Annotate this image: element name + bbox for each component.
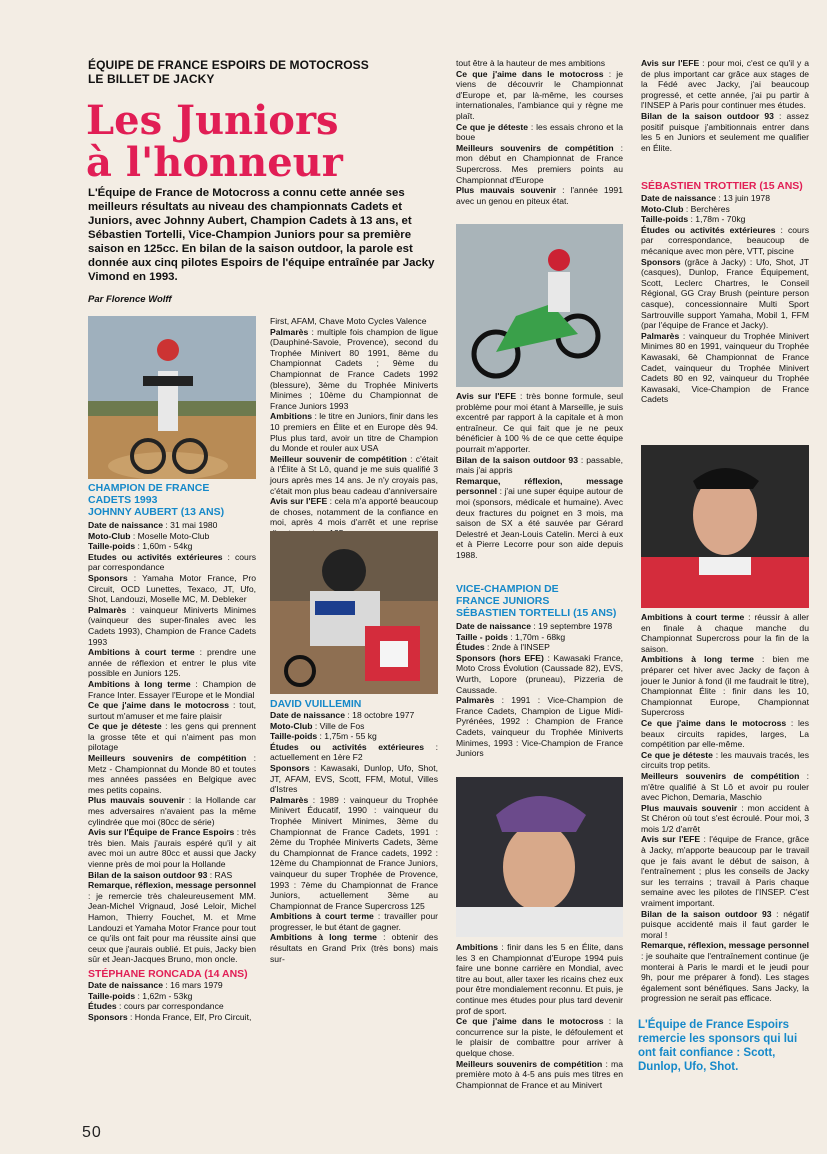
paragraph — [456, 653, 623, 695]
paragraph — [456, 185, 623, 206]
photo-vuillemin-jump — [456, 224, 623, 387]
paragraph-text: : 1,78m - 70kg — [688, 214, 746, 225]
paragraph-label: Palmarès — [456, 695, 495, 706]
paragraph-label: Ce que j'aime dans le motocross — [456, 68, 604, 79]
paragraph-label: Avis sur l'EFE — [270, 496, 328, 507]
paragraph-text: : le titre en Juniors, finir dans les 10 premiers en Élite et en Europe dès 94. Plus plus tard, avoir un titre de Champion du Monde et rouler aux USA — [270, 411, 438, 454]
kicker-line-2: LE BILLET DE JACKY — [88, 72, 215, 86]
paragraph-text: : 1,75m - 55 kg — [317, 731, 377, 742]
paragraph-label: Ce que je déteste — [641, 749, 713, 760]
paragraph-text: : c'était à l'Élite à St Lô, quand je me suis qualifié 3 jours après mes 14 ans. Je n'y croyais pas, c'était mon plus beau cadeau d'anniversaire — [270, 453, 438, 496]
paragraph-text: (grâce à Jacky) : Ufo, Shot, JT (casques), Dunlop, France Équipement, Scott, Leclerc Chartres, le Conseil Régional, GG Cray Brush (peinture person casque), concessionnaire Multi Sport Sartrouville support Yamaha, Mobil 1, FFM (par l'équipe de France et Jacky). — [641, 256, 809, 331]
paragraph-text: : Kawasaki, Dunlop, Ufo, Shot, JT, AFAM, EVS, Scott, FFM, Motul, Villes d'Istres — [270, 762, 438, 795]
paragraph-text: : Honda France, Elf, Pro Circuit, — [127, 1011, 252, 1022]
paragraph-label: Palmarès — [270, 794, 309, 805]
paragraph — [88, 1012, 256, 1023]
paragraph — [456, 1059, 623, 1091]
paragraph-label: Ambitions — [270, 411, 313, 422]
paragraph-text: : je remercie très chaleureusement MM. Jean-Michel Vrignaud, José Leloir, Michel Hamon, Thierry Fouchet, M. et Mme Landouzi et Yamaha Motor France pour tout ce qu'ils ont fait pour ma réussite ainsi que ceux que j'aurais oublié. Et puis, Jacky bien sûr et Jean-Jacques Bruno, mon oncle. — [88, 890, 256, 965]
paragraph-text: : finir dans les 5 en Élite, dans les 3 en Championnat d'Europe 1994 puis faire une bonne carrière en Mondial, avec titre au bout, aller taxer les ricains chez eux pour être mondialement reconnu. Et puis, je continue mes études pour plus tard devenir prof de sport. — [456, 942, 623, 1016]
paragraph-text: : les gens qui prennent la grosse tête et qui n'aiment pas mon pilotage — [88, 721, 257, 753]
paragraph-text: : 13 juin 1978 — [716, 193, 770, 203]
paragraph-text: : passable, mais j'ai appris — [456, 454, 623, 476]
photo-tortelli-portrait — [456, 777, 623, 937]
paragraph-text: : assez positif puisque j'ambitionnais entrer dans les 5 en Juniors et seulement me qualifier en Élite. — [641, 110, 809, 153]
aubert-title-1: CHAMPION DE FRANCE — [88, 482, 210, 494]
paragraph-text: : obtenir des résultats en Grand Prix (très bons) mais sur- — [270, 932, 438, 964]
photo-trottier-portrait — [641, 445, 809, 608]
paragraph — [88, 541, 256, 552]
paragraph — [641, 214, 809, 225]
paragraph-text: : cours par correspondance — [88, 551, 256, 573]
tortelli-title-1: VICE-CHAMPION DE — [456, 583, 559, 595]
paragraph — [270, 327, 438, 412]
paragraph — [641, 940, 809, 1004]
paragraph-label: Etudes ou activités extérieures — [88, 551, 223, 562]
page-number: 50 — [82, 1124, 102, 1141]
paragraph-label: Plus mauvais souvenir — [456, 185, 557, 196]
paragraph-label: Bilan de la saison outdoor 93 — [88, 869, 208, 880]
paragraph-label: Taille - poids — [456, 631, 508, 642]
tortelli-title-3: SÉBASTIEN TORTELLI (15 ANS) — [456, 607, 617, 619]
paragraph — [270, 411, 438, 453]
headline-line-2: à l'honneur — [86, 139, 343, 186]
paragraph-text: : les mauvais tracés, les circuits trop petits. — [641, 749, 810, 771]
paragraph-text: : je souhaite que l'entraînement continue (je monterai à Paris le mardi et le jeudi pour 9h, pour me préparer à fond). Les stages également sont bénéfiques. Sans Jacky, la progression ne serait pas efficace. — [641, 951, 809, 1004]
paragraph-text: : très très bien. Mais j'aurais espéré qu'il y ait avec moi un autre 80cc et aussi que Jacky vienne près de moi pour la Hollande — [88, 827, 256, 869]
trottier-section-cont — [641, 612, 809, 1004]
paragraph — [270, 763, 438, 795]
paragraph-text: : Berchères — [683, 203, 730, 214]
paragraph-text: : les essais chrono et la boue — [456, 121, 623, 143]
vuillemin-section-cont2 — [456, 391, 623, 561]
paragraph — [456, 122, 623, 143]
paragraph-text: : 2nde à l'INSEP — [484, 642, 550, 653]
paragraph — [270, 454, 438, 496]
paragraph — [641, 834, 809, 908]
paragraph-text: : 18 octobre 1977 — [345, 710, 415, 720]
vuillemin-section — [270, 698, 438, 964]
roncada-title: STÉPHANE RONCADA (14 ANS) — [88, 967, 248, 980]
paragraph-label: Bilan de la saison outdoor 93 — [641, 908, 772, 919]
paragraph — [88, 605, 256, 647]
paragraph-label: Taille-poids — [641, 214, 689, 225]
paragraph — [270, 911, 438, 932]
paragraph-label: Meilleurs souvenirs de compétition — [641, 770, 800, 781]
paragraph-label: Plus mauvais souvenir — [641, 802, 738, 813]
paragraph-text: : réussir à aller en finale à chaque manche du Championnat Supercross pour la fin de la saison. — [641, 612, 809, 654]
paragraph-label: Études — [88, 1001, 117, 1012]
paragraph-text: : 1,60m - 54kg — [135, 541, 193, 552]
trottier-section — [641, 180, 809, 405]
paragraph-label: Palmarès — [88, 604, 127, 615]
paragraph-text: : l'équipe de France, grâce à Jacky, m'apporte beaucoup par le travail que je fais avant le début de saison, à l'entraînement ; plus les conseils de Jacky sur les terrains ; travail à Paris chaque semaine avec les pilotes de l'INSEP. C'est vraiment important. — [641, 834, 809, 909]
trottier-cont-paras — [641, 612, 809, 1004]
paragraph-label: Taille-poids — [270, 731, 318, 742]
paragraph — [456, 455, 623, 476]
paragraph-text: : 1,70m - 68kg — [507, 631, 566, 642]
paragraph — [456, 621, 623, 632]
trottier-title: SÉBASTIEN TROTTIER (15 ANS) — [641, 180, 803, 192]
paragraph — [88, 531, 256, 542]
paragraph-text: : actuellement en 1ère F2 — [270, 741, 438, 763]
paragraph — [641, 58, 809, 111]
paragraph-label: Palmarès — [641, 330, 680, 341]
paragraph-label: Sponsors — [270, 762, 310, 773]
paragraph — [641, 331, 809, 405]
kicker-line-1: ÉQUIPE DE FRANCE ESPOIRS DE MOTOCROSS — [88, 58, 369, 72]
paragraph-label: Moto-Club — [270, 720, 313, 731]
paragraph-label: Taille-poids — [88, 990, 136, 1001]
paragraph — [88, 991, 256, 1002]
paragraph — [641, 111, 809, 153]
paragraph — [270, 742, 438, 763]
paragraph-label: Moto-Club — [641, 203, 684, 214]
paragraph-text: : 16 mars 1979 — [163, 979, 223, 990]
paragraph-label: Sponsors — [641, 256, 681, 267]
paragraph — [456, 695, 623, 759]
tortelli-paras — [456, 621, 623, 759]
paragraph-text: : pour moi, c'est ce qu'il y a de plus important car grâce aux stages de la Fédé avec Jacky, j'ai beaucoup progressé, et cette année, j'ai pu partir à l'INSEP à Paris pour continuer mes études. — [641, 58, 809, 111]
paragraph-label: Date de naissance — [456, 621, 531, 631]
paragraph — [270, 721, 438, 732]
headline-line-1: Les Juniors — [86, 97, 339, 144]
paragraph-label: Études — [456, 642, 485, 653]
paragraph — [641, 193, 809, 204]
paragraph-text: : je viens de découvrir le Championnat d'Europe et, par là-même, les courses internationales, l'ambiance qui y règne me plaît. — [456, 68, 623, 121]
paragraph — [88, 679, 256, 700]
tortelli-section-cont2 — [641, 58, 809, 153]
paragraph-label: Ce que je déteste — [456, 121, 529, 132]
paragraph-text: : Moselle Moto-Club — [130, 530, 210, 541]
paragraph — [88, 552, 256, 573]
paragraph-text: : Champion de France Inter. Essayer l'Europe et le Mondial — [88, 678, 256, 700]
aubert-title-2: CADETS 1993 — [88, 494, 158, 506]
paragraph-text: : 19 septembre 1978 — [531, 621, 613, 631]
closing-note: L'Équipe de France Espoirs remercie les sponsors qui lui ont fait confiance : Scott, Dunlop, Ufo, Shot. — [638, 1019, 798, 1073]
paragraph-label: Moto-Club — [88, 530, 131, 541]
paragraph-text: : la concurrence sur la piste, le défoulement et le plaisir de combattre pour arriver à quelque chose. — [456, 1016, 623, 1058]
paragraph-label: Ambitions à court terme — [270, 911, 374, 922]
paragraph-label: Sponsors — [88, 572, 128, 583]
paragraph — [641, 803, 809, 835]
paragraph-label: Date de naissance — [270, 710, 345, 720]
paragraph-text: : RAS — [207, 869, 233, 880]
paragraph-text: : très bonne formule, seul problème pour moi étant à Marseille, je suis excentré par rapport à la capitale et à mon entraîneur. Ce qui fait que je ne peux bénéficier à 100 % de ce que cette équipe pourrait m'apporter. — [456, 391, 623, 454]
paragraph-label: Meilleurs souvenirs de compétition — [456, 142, 614, 153]
paragraph — [88, 721, 256, 753]
vuillemin-section-cont — [456, 58, 623, 206]
paragraph-text: : Metz - Championnat du Monde 80 et toutes mes années passées en Belgique avec mes petits copains. — [88, 753, 256, 795]
aubert-title-3: JOHNNY AUBERT (13 ANS) — [88, 506, 225, 518]
photo-roncada-riding — [270, 531, 438, 694]
paragraph — [641, 612, 809, 654]
paragraph-text: : multiple fois champion de ligue (Dauphiné-Savoie, Provence), second du Trophée Minivert 80 1991, 8ème du Championnat Cadets ; 9ème du Championnat de France Cadets 1992 (blessure), 3ème du Trophée Miniverts Minimes ; 10ème du Championnat de France Juniors 1993 — [270, 326, 438, 411]
paragraph-text: : les beaux circuits rapides, larges, La compétition par elle-même. — [641, 717, 809, 750]
paragraph-label: Ce que j'aime dans le motocross — [88, 700, 230, 711]
paragraph-label: Avis sur l'EFE — [641, 834, 701, 845]
paragraph — [456, 632, 623, 643]
paragraph — [270, 731, 438, 742]
paragraph — [456, 642, 623, 653]
paragraph — [641, 204, 809, 215]
paragraph-text: : 1991 : Vice-Champion de France Cadets, Champion de Ligue Midi-Pyrénées, 1992 : Champion de France Cadets, vainqueur du Trophée Miniverts Minimes, 1993 : Vice-Champion de France Juniors — [456, 695, 623, 759]
paragraph — [456, 391, 623, 455]
paragraph-label: Ce que j'aime dans le motocross — [641, 717, 787, 728]
paragraph-label: Meilleur souvenir de compétition — [270, 453, 407, 464]
paragraph — [456, 69, 623, 122]
paragraph-label: Ce que je déteste — [88, 721, 162, 732]
paragraph-label: Meilleurs souvenirs de compétition — [456, 1058, 603, 1069]
paragraph — [456, 1016, 623, 1058]
tortelli-cont-paras — [456, 942, 623, 1090]
paragraph — [641, 750, 809, 771]
paragraph-text: : travailler pour progresser, le but étant de gagner. — [270, 911, 438, 932]
paragraph-label: Sponsors — [88, 1011, 128, 1022]
paragraph-label: Études ou activités extérieures — [641, 224, 776, 235]
paragraph-label: Avis sur l'Équipe de France Espoirs — [88, 827, 235, 838]
paragraph-label: Sponsors (hors EFE) — [456, 652, 544, 663]
paragraph — [88, 753, 256, 795]
headline — [86, 97, 446, 186]
paragraph — [270, 316, 438, 327]
vuillemin-title: DAVID VUILLEMIN — [270, 698, 362, 710]
paragraph-text: : négatif puisque accidenté mais il faut garder le moral ! — [641, 908, 809, 940]
aubert-paras — [88, 520, 256, 965]
paragraph-text: First, AFAM, Chave Moto Cycles Valence — [270, 316, 427, 326]
paragraph-text: : j'ai une super équipe autour de moi (sponsors, médicale et humaine). Avec deux fractures du poignet en 3 mois, ma saison de SX a été sauvée par Gérard Delestré et Jean-Louis Catelin. Merci à eux et à Pierre Lecorre pour son aide depuis 1988. — [456, 486, 623, 560]
paragraph — [88, 647, 256, 679]
paragraph-label: Date de naissance — [88, 520, 163, 530]
vuillemin-paras — [270, 710, 438, 964]
aubert-section — [88, 482, 256, 1022]
paragraph — [88, 827, 256, 869]
lede: L'Équipe de France de Motocross a connu cette année ses meilleurs résultats au niveau des championnats Cadets et Juniors, avec Johnny Aubert, Champion Cadets à 13 ans, et Sébastien Tortelli, Vice-Champion Juniors pour sa première saison en 125cc. En bilan de la saison outdoor, la parole est donnée aux cinq pilotes Espoirs de l'équipe entraînée par Jacky Vimond en 1993. — [88, 187, 435, 283]
paragraph — [456, 476, 623, 561]
paragraph — [88, 573, 256, 605]
paragraph — [641, 771, 809, 803]
paragraph — [270, 932, 438, 964]
paragraph-text: : tout, surtout m'amuser et me faire plaisir — [88, 700, 256, 721]
paragraph — [641, 909, 809, 941]
paragraph-text: : cela m'a apporté beaucoup de choses, notamment de la confiance en moi, après 4 mois d'arrêt et une reprise — [270, 496, 438, 528]
paragraph — [88, 980, 256, 991]
paragraph-label: Remarque, réflexion, message personnel — [641, 940, 809, 951]
paragraph-label: Ambitions à long terme — [270, 932, 377, 943]
paragraph-text: : vainqueur du Trophée Minivert Minimes 80 en 1991, vainqueur du Trophée Kawasaki, 6è Championnat de France Cadet, vainqueur du Trophée Minivert Cadets 80 en 92, vainqueur du Trophée Kawasaki, Vice-Champion de France Cadets — [641, 330, 809, 405]
paragraph — [270, 795, 438, 912]
roncada-paras — [88, 980, 256, 1022]
paragraph-text: : 31 mai 1980 — [163, 520, 218, 530]
tortelli-section-cont — [456, 942, 623, 1090]
paragraph-label: Ambitions à court terme — [641, 612, 745, 622]
paragraph — [88, 520, 256, 531]
paragraph-text: : cours par correspondance, beaucoup de mécanique avec mon père, VTT, piscine — [641, 224, 809, 256]
tortelli-title-2: FRANCE JUNIORS — [456, 595, 550, 607]
paragraph-label: Palmarès — [270, 326, 309, 337]
paragraph-label: Taille-poids — [88, 541, 136, 552]
paragraph — [641, 718, 809, 750]
trottier-paras — [641, 193, 809, 405]
paragraph-text: : ma première moto à 4-5 ans puis mes titres en Championnat de France et au Minivert — [456, 1058, 623, 1090]
paragraph — [456, 942, 623, 1016]
paragraph-label: Remarque, réflexion, message personnel — [456, 475, 623, 497]
paragraph — [88, 795, 256, 827]
paragraph — [456, 58, 623, 69]
paragraph-text: : 1,62m - 53kg — [135, 990, 193, 1001]
paragraph-label: Bilan de la saison outdoor 93 — [456, 454, 578, 465]
kicker — [88, 58, 448, 86]
paragraph-text: : mon début en Championnat de France Supercross. Mes premiers points au Championnat d'Europe — [456, 142, 623, 185]
tortelli-section — [456, 583, 623, 759]
paragraph-text: : la Hollande car mes adversaires n'avaient pas la même cylindrée que moi (80cc de série) — [88, 795, 256, 827]
paragraph — [641, 225, 809, 257]
paragraph — [456, 143, 623, 185]
paragraph-label: Ambitions à court terme — [88, 647, 195, 658]
paragraph-text: : bien me préparer cet hiver avec Jacky de façon à jouer le Junior à fond (il me faudrait le titre), Championnat Élite : finir dans les 10, Championnat Europe, Championnat Supercross — [641, 654, 809, 718]
paragraph-text: tout être à la hauteur de mes ambitions — [456, 58, 606, 68]
paragraph-label: Avis sur l'EFE — [456, 391, 517, 401]
paragraph-label: Études ou activités extérieures — [270, 741, 425, 752]
paragraph-text: : cours par correspondance — [116, 1001, 224, 1012]
byline: Par Florence Wolff — [88, 294, 172, 305]
paragraph — [270, 710, 438, 721]
paragraph — [88, 1001, 256, 1012]
paragraph-label: Ambitions à long terme — [88, 678, 191, 689]
paragraph — [88, 880, 256, 965]
paragraph-label: Bilan de la saison outdoor 93 — [641, 110, 774, 121]
paragraph — [88, 870, 256, 881]
paragraph-label: Meilleurs souvenirs de compétition — [88, 753, 247, 764]
paragraph-label: Remarque, réflexion, message personnel — [88, 880, 256, 891]
tortelli-cont2-paras — [641, 58, 809, 153]
paragraph-text: : Yamaha Motor France, Pro Circuit, OCD Lunettes, Texaco, JT, Ufo, Shot, Landouzi, Moselle MC, M. Debleker — [88, 572, 256, 605]
vuillemin-cont-paras — [456, 58, 623, 206]
paragraph-text: : m'être qualifié à St Lô et avoir pu rouler avec Pichon, Demaria, Maschio — [641, 770, 809, 803]
paragraph-label: Ambitions à long terme — [641, 654, 754, 665]
paragraph — [641, 654, 809, 718]
paragraph — [641, 257, 809, 331]
paragraph-text: : mon accident à St Chéron où tout s'est écroulé. Pour moi, 3 mois 1/2 d'arrêt — [641, 802, 809, 834]
paragraph-text: : prendre une année de réflexion et entrer le plus vite possible en Juniors 125. — [88, 647, 256, 679]
paragraph-label: Date de naissance — [88, 979, 163, 990]
photo-aubert-riding — [88, 316, 256, 479]
paragraph-text: : l'année 1991 avec un genou en piteux état. — [456, 185, 623, 206]
paragraph-text: : Kawasaki France, Moto Cross Évolution (Caussade 82), EVS, Wurth, Lopore (pruneau), Pizzeria de Caussade. — [456, 652, 624, 695]
paragraph-text: : Ville de Fos — [312, 720, 365, 731]
paragraph-label: Date de naissance — [641, 193, 716, 203]
vuillemin-cont2-paras — [456, 391, 623, 561]
paragraph-label: Ce que j'aime dans le motocross — [456, 1016, 604, 1027]
paragraph-label: Ambitions — [456, 942, 499, 952]
paragraph-text: : 1989 : vainqueur du Trophée Minivert Éducatif, 1990 : vainqueur du Trophée Minivert Minimes, 3ème du Championnat de France Cadets, 1991 : 2ème du Trophée Miniverts Cadets, 3ème du Championnat de France cadets, 1992 : 12ème du Championnat de France Juniors, vainqueur du super Trophée de Provence, 1993 : 7ème du Championnat de France Juniors, actuellement 3ème au Championnat de France Supercross 125 — [270, 794, 438, 911]
paragraph-label: Plus mauvais souvenir — [88, 795, 185, 806]
paragraph — [88, 700, 256, 721]
paragraph-label: Avis sur l'EFE — [641, 58, 700, 68]
paragraph-text: : vainqueur Miniverts Minimes (vainqueur des super-finales avec les Cadets 1993), Champion de France Cadets 1993 — [88, 604, 256, 647]
